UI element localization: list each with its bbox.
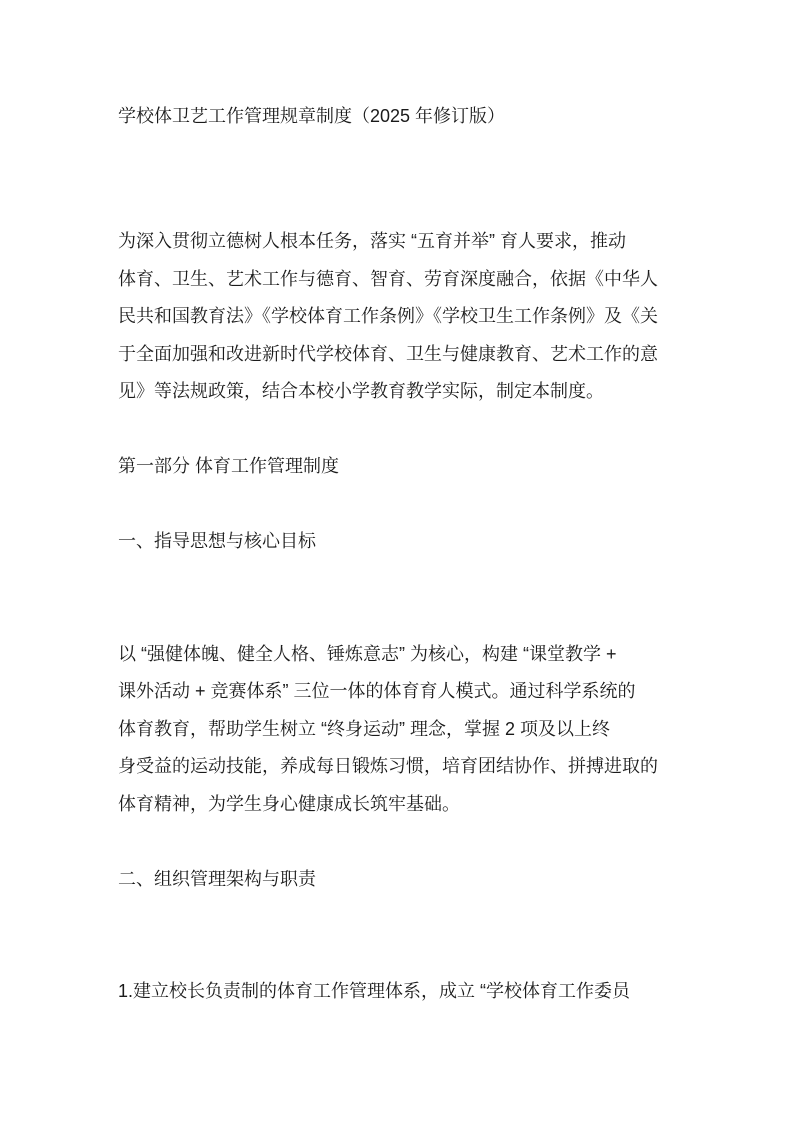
section1-line: 体育教育，帮助学生树立 “终身运动” 理念，掌握 2 项及以上终 [118,719,611,739]
section-heading: 二、组织管理架构与职责 [118,869,316,889]
intro-line: 为深入贯彻立德树人根本任务，落实 “五育并举” 育人要求，推动 [118,231,626,251]
section-heading: 一、指导思想与核心目标 [118,531,316,551]
intro-line: 体育、卫生、艺术工作与德育、智育、劳育深度融合，依据《中华人 [118,269,658,289]
section1-line: 体育精神，为学生身心健康成长筑牢基础。 [118,794,460,814]
section1-line: 课外活动 + 竞赛体系” 三位一体的体育育人模式。通过科学系统的 [118,681,636,701]
part-heading: 第一部分 体育工作管理制度 [118,456,339,476]
section1-line: 身受益的运动技能，养成每日锻炼习惯，培育团结协作、拼搏进取的 [118,756,658,776]
document-title: 学校体卫艺工作管理规章制度（2025 年修订版） [118,106,506,126]
intro-line: 民共和国教育法》《学校体育工作条例》《学校卫生工作条例》及《关 [118,306,658,326]
intro-line: 见》等法规政策，结合本校小学教育教学实际，制定本制度。 [118,381,604,401]
intro-line: 于全面加强和改进新时代学校体育、卫生与健康教育、艺术工作的意 [118,344,658,364]
section1-line: 以 “强健体魄、健全人格、锤炼意志” 为核心，构建 “课堂教学 + [118,644,617,664]
section2-line: 1.建立校长负责制的体育工作管理体系，成立 “学校体育工作委员 [118,981,631,1001]
